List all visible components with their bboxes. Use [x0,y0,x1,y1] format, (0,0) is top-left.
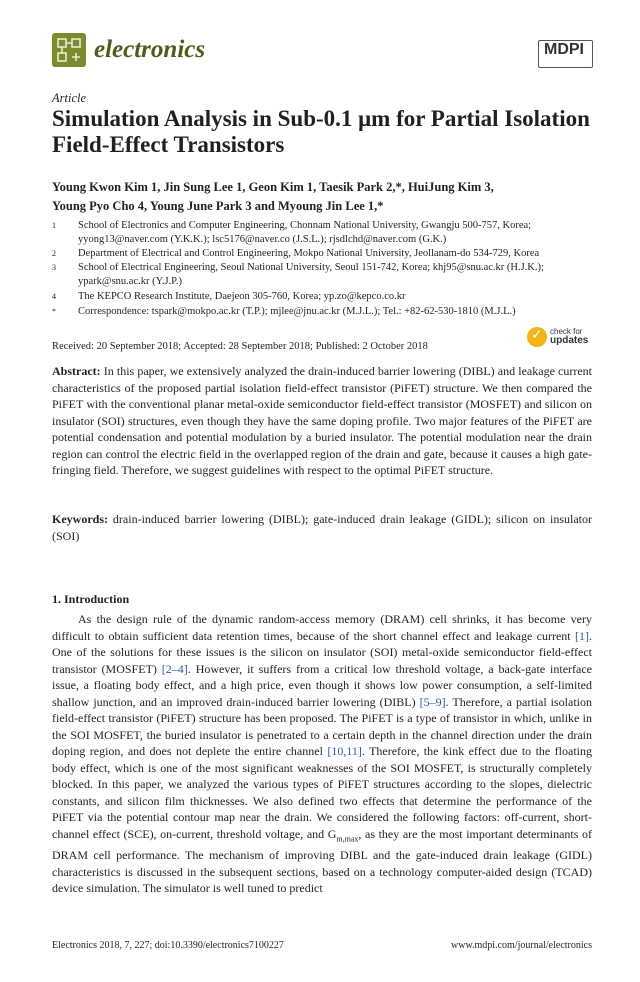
abstract [52,363,592,479]
intro-text: . One of the solutions for these issues is the silicon on insulator (SOI) metal-oxide semiconductor field-effect transistor (MOSFET) [52,628,592,676]
checkmark-icon: ✓ [531,327,543,343]
introduction-paragraph [52,611,592,897]
publication-dates: Received: 20 September 2018; Accepted: 28 September 2018; Published: 2 October 2018 [52,341,428,352]
footer-url[interactable]: www.mdpi.com/journal/electronics [451,940,592,951]
abstract-label: Abstract: [52,364,101,378]
affiliation-number: * [52,307,56,316]
intro-text: . Therefore, a partial isolation field-effect transistor (PiFET) structure has been proposed. The PiFET is a type of transistor in which, unlike in the SOI MOSFET, the buried insulator is penetrated to a certain depth in the channel direction under the drain doping region, and does not deplete the entire channel [52,694,592,758]
citation-link[interactable]: [2–4] [161,661,188,676]
keywords-text: drain-induced barrier lowering (DIBL); gate-induced drain leakage (GIDL); silicon on insulator (SOI) [52,512,592,543]
journal-logo-icon [52,33,86,67]
affiliation-text: Correspondence: tspark@mokpo.ac.kr (T.P.); mjlee@jnu.ac.kr (M.J.L.); Tel.: +82-62-530-1810 (M.J.L.) [78,306,516,317]
intro-text: As the design rule of the dynamic random-access memory (DRAM) cell shrinks, it has become very difficult to obtain sufficient data retention times, because of the short channel effect and leakage current [52,612,592,643]
affiliation-text: Department of Electrical and Control Engineering, Mokpo National University, Jeollanam-do 534-729, Korea [78,248,540,259]
intro-text: . However, it suffers from a critical low threshold voltage, a back-gate interface issue, a floating body effect, and a high price, even though it shows low power consumption, a self-limited shallow junction, and an improved drain-induced barrier lowering (DIBL) [52,661,592,709]
keywords-label: Keywords: [52,512,108,526]
citation-link[interactable]: [1] [575,628,589,643]
intro-text: . Therefore, the kink effect due to the floating body effect, which is one of the most significant weaknesses of the SOI MOSFET, is structurally completely blocked. In this paper, we analyzed the various types of PiFET structures according to the slopes, dielectric constants, and silicon film thicknesses. We also defined two effects that determine the performance of the PiFET via the potential contour map near the drain. We considered the following factors: off-current, short-channel effect (SCE), on-current, threshold voltage, and G [52,744,592,841]
check-updates-label-bold[interactable]: updates [550,335,589,346]
affiliation-number: 3 [52,263,56,272]
author-list [52,178,592,216]
keywords [52,511,592,544]
publisher-name[interactable]: MDPI [544,41,584,58]
check-updates-label[interactable]: check for [550,327,583,336]
article-title: Simulation Analysis in Sub-0.1 μm for Partial Isolation Field-Effect Transistors [52,106,590,157]
author-line-1: Young Kwon Kim 1, Jin Sung Lee 1, Geon Kim 1, Taesik Park 2,*, HuiJung Kim 3, [52,180,494,194]
affiliation-text: School of Electrical Engineering, Seoul National University, Seoul 151-742, Korea; khj95@snu.ac.kr (H.J.K.); ypark@snu.ac.kr (Y.J.P.) [78,262,544,287]
affiliation-text: School of Electronics and Computer Engineering, Chonnam National University, Gwangju 500-757, Korea; yyong13@naver.com (Y.K.K.); lsc5176@naver.co (J.S.L.); rjsdlchd@naver.com (G.K.) [78,220,532,245]
intro-text: , as they are the most important determinants of DRAM cell performance. The mechanism of improving DIBL and the gate-induced drain leakage (GIDL) characteristics is discussed in the subsequent sections, based on a technology computer-aided design (TCAD) device simulation. The simulator is well tuned to predict [52,826,593,896]
author-line-2: Young Pyo Cho 4, Young June Park 3 and Myoung Jin Lee 1,* [52,199,384,213]
affiliation-number: 2 [52,249,56,258]
affiliation-text: The KEPCO Research Institute, Daejeon 305-760, Korea; yp.zo@kepco.co.kr [78,291,406,302]
subscript: m,max [336,833,359,843]
affiliation-number: 4 [52,292,56,301]
citation-link[interactable]: [5–9] [419,694,446,709]
footer-citation: Electronics 2018, 7, 227; doi:10.3390/electronics7100227 [52,940,284,951]
article-type: Article [52,91,87,105]
abstract-text: In this paper, we extensively analyzed the drain-induced barrier lowering (DIBL) and leakage current characteristics of the proposed partial isolation field-effect transistor (PiFET) structure. We then compared the PiFET with the conventional planar metal-oxide semiconductor field-effect transistor (MOSFET) and silicon on insulator (SOI) structures, even though they have the same doping profile. Two major features of the PiFET are potential condensation and potential modulation by a buried insulator. The potential modulation near the drain region can control the electric field in the overlapped region of the drain and gate, because it causes a high gate-fringing field. Therefore, we suggest guidelines with respect to the optimal PiFET structure. [52,364,592,477]
affiliation-number: 1 [52,221,56,230]
section-heading: 1. Introduction [52,592,130,606]
journal-name[interactable]: electronics [94,36,206,63]
citation-link[interactable]: [10,11] [327,744,362,758]
